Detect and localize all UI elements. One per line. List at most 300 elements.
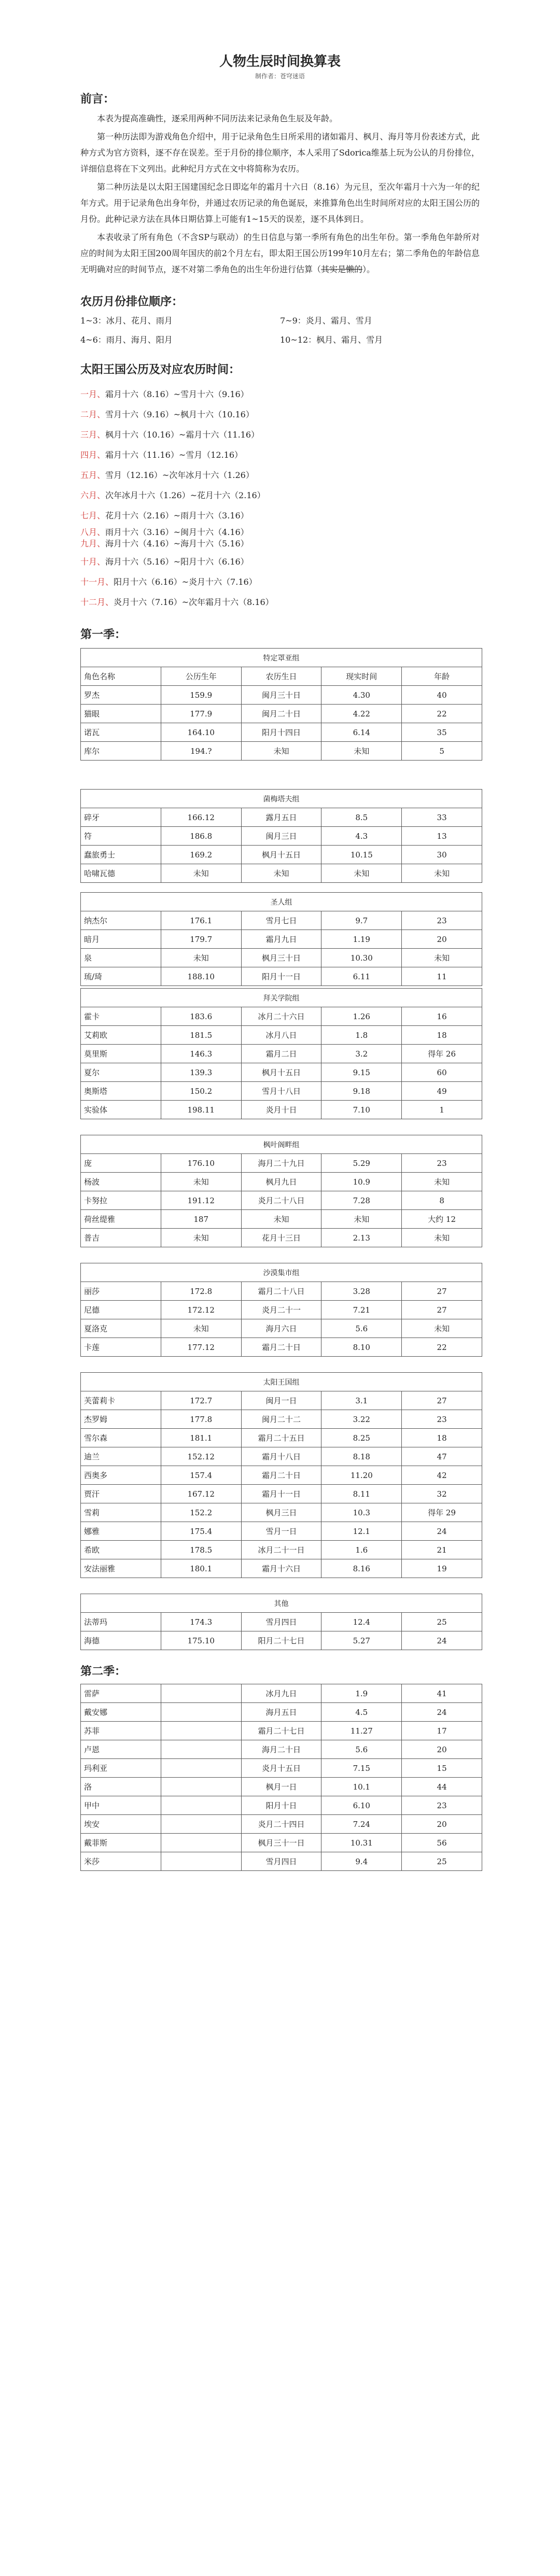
table-cell: 埃安 [81, 1815, 161, 1834]
table-cell: 枫月三十日 [241, 949, 321, 967]
solar-month-label: 二月、 [80, 410, 106, 419]
table-cell [161, 1740, 241, 1759]
table-cell: 8.18 [321, 1447, 402, 1466]
table-cell: 5 [402, 742, 482, 761]
table-cell: 10.3 [321, 1503, 402, 1522]
table-cell: 冰月二十六日 [241, 1007, 321, 1026]
solar-month-row [80, 592, 480, 612]
table-cell: 172.7 [161, 1391, 241, 1410]
table-cell: 2.13 [321, 1229, 402, 1247]
preface-p4-end: ）。 [362, 264, 375, 274]
table-cell: 1 [402, 1101, 482, 1119]
table-row [81, 808, 482, 827]
solar-month-range: 枫月十六（10.16）~霜月十六（11.16） [105, 430, 260, 440]
table-cell: 8.5 [321, 808, 402, 827]
table-cell: 芙蕾莉卡 [81, 1391, 161, 1410]
table-row [81, 1447, 482, 1466]
table-cell: 枫月三十一日 [241, 1834, 321, 1852]
solar-month-label: 八月、 [80, 527, 106, 537]
table-cell: 178.5 [161, 1541, 241, 1559]
table-cell: 夏尔 [81, 1063, 161, 1082]
table-cell: 诺瓦 [81, 723, 161, 742]
table-row [81, 1778, 482, 1796]
table-cell: 44 [402, 1778, 482, 1796]
table-row [81, 1684, 482, 1703]
table-cell: 夏洛克 [81, 1319, 161, 1338]
column-header: 年龄 [402, 667, 482, 686]
table-cell: 183.6 [161, 1007, 241, 1026]
table-cell: 166.12 [161, 808, 241, 827]
table-cell: 8.10 [321, 1338, 402, 1357]
table-cell: 苏菲 [81, 1722, 161, 1740]
table-cell: 188.10 [161, 967, 241, 986]
table-cell: 未知 [321, 742, 402, 761]
table-cell: 1.8 [321, 1026, 402, 1045]
table-row [81, 1541, 482, 1559]
table-cell: 洛 [81, 1778, 161, 1796]
table-cell: 60 [402, 1063, 482, 1082]
solar-month-label: 七月、 [80, 511, 106, 520]
solar-month-range: 海月十六（5.16）~阳月十六（6.16） [105, 557, 249, 567]
character-group-table [80, 988, 482, 1119]
table-cell: 5.29 [321, 1154, 402, 1173]
table-cell: 169.2 [161, 846, 241, 864]
table-cell: 9.15 [321, 1063, 402, 1082]
character-group-table [80, 789, 482, 883]
table-cell: 194.? [161, 742, 241, 761]
table-row [81, 846, 482, 864]
table-row [81, 967, 482, 986]
table-cell: 8.16 [321, 1559, 402, 1578]
table-cell: 炎月二十八日 [241, 1191, 321, 1210]
table-row [81, 827, 482, 846]
solar-month-label: 四月、 [80, 450, 106, 460]
table-cell: 4.5 [321, 1703, 402, 1722]
table-cell: 7.24 [321, 1815, 402, 1834]
table-cell: 霜月二十八日 [241, 1282, 321, 1301]
table-row [81, 1007, 482, 1026]
table-cell: 177.8 [161, 1410, 241, 1429]
table-cell: 雪月一日 [241, 1522, 321, 1541]
table-cell: 1.19 [321, 930, 402, 949]
preface-p4-strikethrough: 其实是懒的 [321, 264, 363, 274]
table-cell: 西奥多 [81, 1466, 161, 1485]
table-cell: 戴菲斯 [81, 1834, 161, 1852]
season2-table [80, 1684, 482, 1871]
table-cell: 10.30 [321, 949, 402, 967]
table-cell: 4.3 [321, 827, 402, 846]
table-cell: 库尔 [81, 742, 161, 761]
table-cell: 159.9 [161, 686, 241, 705]
table-row [81, 864, 482, 883]
solar-month-row [80, 505, 480, 526]
table-cell: 闽月二十日 [241, 705, 321, 723]
table-cell: 191.12 [161, 1191, 241, 1210]
table-cell: 炎月十日 [241, 1101, 321, 1119]
table-cell: 霜月十六日 [241, 1559, 321, 1578]
table-cell: 实验体 [81, 1101, 161, 1119]
table-cell: 海月二十九日 [241, 1154, 321, 1173]
character-group-table [80, 1263, 482, 1357]
table-cell: 霜月二十七日 [241, 1722, 321, 1740]
table-cell: 庞 [81, 1154, 161, 1173]
table-cell: 10.15 [321, 846, 402, 864]
solar-month-row [80, 485, 480, 505]
table-cell: 阳月十日 [241, 1796, 321, 1815]
table-cell: 米莎 [81, 1852, 161, 1871]
table-cell: 海月五日 [241, 1703, 321, 1722]
group-title: 枫叶阁畔组 [81, 1135, 482, 1154]
table-cell: 未知 [161, 1173, 241, 1191]
group-title: 菌梅塔夫组 [81, 790, 482, 808]
group-title-row [81, 649, 482, 667]
table-cell: 22 [402, 705, 482, 723]
season2-table-container [0, 1684, 560, 1871]
table-cell: 157.4 [161, 1466, 241, 1485]
table-cell: 得年 26 [402, 1045, 482, 1063]
solar-month-row [80, 572, 480, 592]
table-cell: 10.1 [321, 1778, 402, 1796]
preface-paragraph-4 [80, 229, 480, 277]
solar-month-range: 次年冰月十六（1.26）~花月十六（2.16） [105, 490, 265, 500]
table-row [81, 1026, 482, 1045]
preface-paragraph-2: 第一种历法即为游戏角色介绍中，用于记录角色生日所采用的诸如霜月、枫月、海月等月份表述方式，此种方式为官方资料，逐不存在误差。至于月份的排位顺序，本人采用了Sdorica维基上玩为公认的月份排位，详细信息将在下文列出。此种纪月方式在文中将简称为农历。 [80, 132, 480, 174]
table-cell: 40 [402, 686, 482, 705]
table-row [81, 686, 482, 705]
table-cell: 150.2 [161, 1082, 241, 1101]
season1-heading: 第一季： [80, 628, 127, 641]
table-cell: 179.7 [161, 930, 241, 949]
table-cell: 18 [402, 1429, 482, 1447]
table-cell: 炎月二十一 [241, 1301, 321, 1319]
table-cell: 16 [402, 1007, 482, 1026]
group-title-row [81, 790, 482, 808]
table-cell: 霜月十八日 [241, 1447, 321, 1466]
table-row [81, 1815, 482, 1834]
solar-month-range: 霜月十六（8.16）~雪月十六（9.16） [105, 389, 249, 399]
table-cell: 18 [402, 1026, 482, 1045]
table-cell: 未知 [402, 1229, 482, 1247]
table-cell: 24 [402, 1703, 482, 1722]
table-cell: 雪莉 [81, 1503, 161, 1522]
table-cell: 177.9 [161, 705, 241, 723]
table-cell [161, 1759, 241, 1778]
table-row [81, 1503, 482, 1522]
table-cell: 4.30 [321, 686, 402, 705]
table-row [81, 1229, 482, 1247]
table-cell: 22 [402, 1338, 482, 1357]
table-cell: 枫月十五日 [241, 1063, 321, 1082]
table-cell: 大约 12 [402, 1210, 482, 1229]
table-row [81, 723, 482, 742]
table-cell: 27 [402, 1282, 482, 1301]
table-cell: 未知 [241, 742, 321, 761]
table-cell: 娜雅 [81, 1522, 161, 1541]
solar-month-label: 六月、 [80, 490, 106, 500]
table-row [81, 1466, 482, 1485]
solar-month-range: 霜月十六（11.16）~雪月（12.16） [105, 450, 243, 460]
table-cell: 5.27 [321, 1631, 402, 1650]
table-cell: 33 [402, 808, 482, 827]
table-row [81, 1852, 482, 1871]
table-cell: 49 [402, 1082, 482, 1101]
character-group-table [80, 1135, 482, 1247]
table-cell: 13 [402, 827, 482, 846]
solar-month-range: 雪月十六（9.16）~枫月十六（10.16） [105, 410, 254, 419]
solar-month-row [80, 384, 480, 404]
table-cell: 莫里斯 [81, 1045, 161, 1063]
table-cell: 176.10 [161, 1154, 241, 1173]
table-cell: 冰月二十一日 [241, 1541, 321, 1559]
table-cell: 7.21 [321, 1301, 402, 1319]
column-header: 农历生日 [241, 667, 321, 686]
group-title: 太阳王国组 [81, 1373, 482, 1391]
table-cell: 25 [402, 1613, 482, 1631]
table-cell: 枫月三日 [241, 1503, 321, 1522]
table-cell: 琉/琦 [81, 967, 161, 986]
table-cell: 暗月 [81, 930, 161, 949]
table-cell: 10.31 [321, 1834, 402, 1852]
table-cell: 霜月二十日 [241, 1338, 321, 1357]
table-cell: 阳月十四日 [241, 723, 321, 742]
character-group-table [80, 1594, 482, 1650]
table-cell: 17 [402, 1722, 482, 1740]
lunar-order-heading: 农历月份排位顺序： [80, 295, 184, 308]
table-row [81, 1154, 482, 1173]
table-cell: 海德 [81, 1631, 161, 1650]
table-cell: 枫月十五日 [241, 846, 321, 864]
solar-month-range: 炎月十六（7.16）~次年霜月十六（8.16） [114, 597, 274, 607]
table-cell: 167.12 [161, 1485, 241, 1503]
table-row [81, 1834, 482, 1852]
table-cell: 21 [402, 1541, 482, 1559]
table-cell: 186.8 [161, 827, 241, 846]
table-cell [161, 1815, 241, 1834]
table-cell: 3.2 [321, 1045, 402, 1063]
table-cell: 未知 [161, 1229, 241, 1247]
table-row [81, 1796, 482, 1815]
table-cell: 碎牙 [81, 808, 161, 827]
table-cell [161, 1778, 241, 1796]
table-cell: 174.3 [161, 1613, 241, 1631]
table-cell: 3.1 [321, 1391, 402, 1410]
table-cell: 海月六日 [241, 1319, 321, 1338]
table-cell: 3.22 [321, 1410, 402, 1429]
table-cell: 艾莉欧 [81, 1026, 161, 1045]
solar-month-row [80, 465, 480, 485]
lunar-month-list [80, 314, 480, 345]
table-cell: 冰月八日 [241, 1026, 321, 1045]
solar-month-label: 五月、 [80, 470, 106, 480]
table-cell: 未知 [321, 1210, 402, 1229]
group-title-row [81, 1263, 482, 1282]
table-cell: 181.5 [161, 1026, 241, 1045]
table-cell [161, 1684, 241, 1703]
solar-month-range: 花月十六（2.16）~雨月十六（3.16） [105, 511, 249, 520]
table-cell: 雪尔森 [81, 1429, 161, 1447]
table-row [81, 1338, 482, 1357]
table-cell: 8.11 [321, 1485, 402, 1503]
table-cell: 雪月四日 [241, 1613, 321, 1631]
table-cell: 7.10 [321, 1101, 402, 1119]
table-cell: 闽月三日 [241, 827, 321, 846]
table-cell: 阳月二十七日 [241, 1631, 321, 1650]
table-cell: 4.22 [321, 705, 402, 723]
season2-heading: 第二季： [80, 1665, 127, 1678]
table-row [81, 1082, 482, 1101]
table-cell: 23 [402, 1796, 482, 1815]
table-cell: 1.9 [321, 1684, 402, 1703]
solar-calendar-heading: 太阳王国公历及对应农历时间： [80, 363, 241, 376]
table-cell: 未知 [241, 1210, 321, 1229]
table-cell: 6.11 [321, 967, 402, 986]
table-cell: 未知 [402, 1173, 482, 1191]
table-cell: 炎月十五日 [241, 1759, 321, 1778]
table-cell: 卡努拉 [81, 1191, 161, 1210]
solar-month-range: 海月十六（4.16）~海月十六（5.16） [105, 539, 249, 548]
solar-month-list [80, 384, 480, 612]
table-cell: 9.4 [321, 1852, 402, 1871]
table-cell: 霜月二日 [241, 1045, 321, 1063]
table-cell: 尼德 [81, 1301, 161, 1319]
table-cell: 20 [402, 1815, 482, 1834]
group-title: 沙漠集市组 [81, 1263, 482, 1282]
solar-month-row [80, 425, 480, 445]
table-row [81, 1703, 482, 1722]
table-cell: 未知 [402, 864, 482, 883]
solar-month-range: 雪月（12.16）~次年冰月十六（1.26） [105, 470, 254, 480]
table-cell: 11.20 [321, 1466, 402, 1485]
table-cell: 175.4 [161, 1522, 241, 1541]
table-cell: 3.28 [321, 1282, 402, 1301]
table-cell: 5.6 [321, 1740, 402, 1759]
group-title-row [81, 1373, 482, 1391]
table-cell: 7.28 [321, 1191, 402, 1210]
lunar-month-item: 1~3：冰月、花月、雨月 [80, 316, 173, 326]
solar-month-row [80, 526, 480, 552]
table-cell: 24 [402, 1522, 482, 1541]
solar-month-row [80, 445, 480, 465]
column-header-row [81, 667, 482, 686]
table-cell: 甲中 [81, 1796, 161, 1815]
group-title: 拜关学院组 [81, 989, 482, 1007]
table-cell: 阳月十一日 [241, 967, 321, 986]
table-cell: 8.25 [321, 1429, 402, 1447]
table-row [81, 911, 482, 930]
table-row [81, 1210, 482, 1229]
table-cell: 152.2 [161, 1503, 241, 1522]
table-cell: 198.11 [161, 1101, 241, 1119]
table-cell: 未知 [402, 949, 482, 967]
table-cell: 164.10 [161, 723, 241, 742]
table-cell: 炎月二十四日 [241, 1815, 321, 1834]
table-cell: 普吉 [81, 1229, 161, 1247]
column-header: 角色名称 [81, 667, 161, 686]
character-group-table [80, 1372, 482, 1578]
table-row [81, 1410, 482, 1429]
table-cell: 希欧 [81, 1541, 161, 1559]
document-title: 人物生辰时间换算表 [219, 54, 341, 69]
table-row [81, 1063, 482, 1082]
table-cell: 未知 [161, 949, 241, 967]
table-row [81, 1759, 482, 1778]
solar-month-label: 一月、 [80, 389, 106, 399]
character-group-table [80, 648, 482, 761]
solar-month-range: 阳月十六（6.16）~炎月十六（7.16） [114, 577, 257, 587]
table-cell: 奥斯塔 [81, 1082, 161, 1101]
table-cell: 未知 [402, 1319, 482, 1338]
table-row [81, 1045, 482, 1063]
table-cell: 枫月九日 [241, 1173, 321, 1191]
table-cell: 23 [402, 1410, 482, 1429]
table-cell: 猫眼 [81, 705, 161, 723]
table-row [81, 949, 482, 967]
solar-month-range: 雨月十六（3.16）~闽月十六（4.16） [105, 527, 249, 537]
table-row [81, 930, 482, 949]
table-cell: 霜月二十五日 [241, 1429, 321, 1447]
group-title: 特定罩亚组 [81, 649, 482, 667]
table-cell: 杰罗姆 [81, 1410, 161, 1429]
table-cell [161, 1722, 241, 1740]
table-cell: 未知 [241, 864, 321, 883]
table-cell: 闽月一日 [241, 1391, 321, 1410]
table-cell: 得年 29 [402, 1503, 482, 1522]
table-cell: 未知 [161, 1319, 241, 1338]
table-cell: 1.26 [321, 1007, 402, 1026]
table-cell: 露月五日 [241, 808, 321, 827]
table-row [81, 1301, 482, 1319]
group-title-row [81, 893, 482, 911]
table-cell: 47 [402, 1447, 482, 1466]
table-cell: 海月二十日 [241, 1740, 321, 1759]
table-cell [161, 1852, 241, 1871]
table-row [81, 1613, 482, 1631]
table-row [81, 1559, 482, 1578]
table-cell: 12.4 [321, 1613, 402, 1631]
lunar-month-item: 7~9：炎月、霜月、雪月 [280, 316, 372, 326]
table-cell: 146.3 [161, 1045, 241, 1063]
table-cell: 56 [402, 1834, 482, 1852]
table-cell: 24 [402, 1631, 482, 1650]
table-cell [161, 1834, 241, 1852]
table-cell: 雪月四日 [241, 1852, 321, 1871]
table-cell: 187 [161, 1210, 241, 1229]
table-cell: 泉 [81, 949, 161, 967]
table-cell: 10.9 [321, 1173, 402, 1191]
table-cell: 181.1 [161, 1429, 241, 1447]
table-cell: 27 [402, 1301, 482, 1319]
table-cell: 23 [402, 1154, 482, 1173]
table-cell: 27 [402, 1391, 482, 1410]
table-row [81, 1173, 482, 1191]
table-cell: 冰月九日 [241, 1684, 321, 1703]
table-cell: 172.8 [161, 1282, 241, 1301]
table-cell: 荷丝缇雅 [81, 1210, 161, 1229]
table-cell: 42 [402, 1466, 482, 1485]
table-row [81, 1191, 482, 1210]
solar-month-label: 九月、 [80, 539, 106, 548]
table-cell: 32 [402, 1485, 482, 1503]
table-cell: 139.3 [161, 1063, 241, 1082]
table-cell: 15 [402, 1759, 482, 1778]
table-cell: 180.1 [161, 1559, 241, 1578]
table-row [81, 1391, 482, 1410]
table-cell: 雪月七日 [241, 911, 321, 930]
table-cell: 20 [402, 930, 482, 949]
group-title-row [81, 1135, 482, 1154]
preface-paragraph-1: 本表为提高准确性，逐采用两种不同历法来记录角色生辰及年龄。 [97, 114, 338, 123]
table-cell: 172.12 [161, 1301, 241, 1319]
